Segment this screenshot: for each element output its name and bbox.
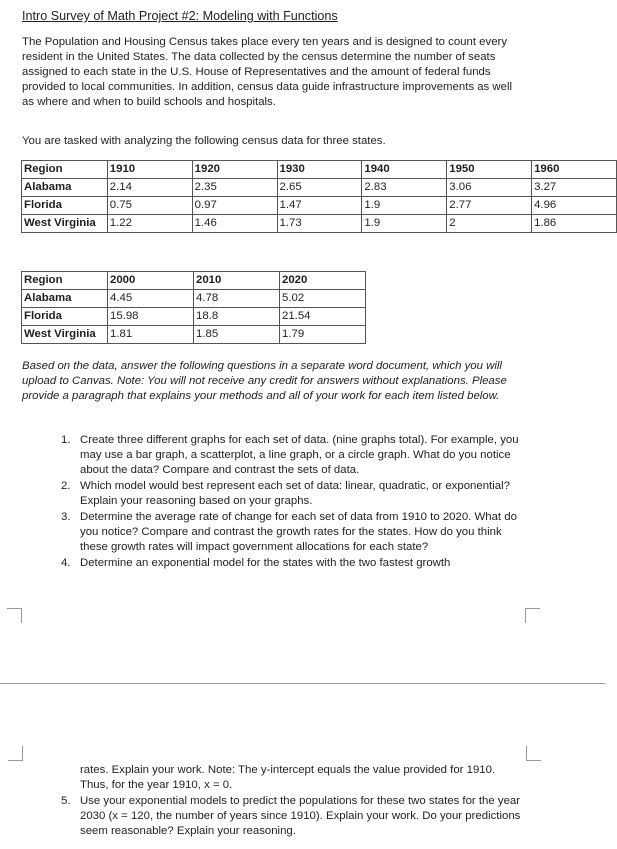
question-text: Use your exponential models to predict the populations for these two states for the year 2030 (x = 120, the number of years since 1910). Explain your work. Do your predictions seem reasonable? Explain your reasoning.: [80, 795, 521, 837]
question-item: [80, 763, 526, 793]
row-label-cell: Florida: [22, 308, 108, 326]
table-cell: 1.9: [362, 215, 447, 233]
table-cell: 3.06: [447, 179, 532, 197]
row-label-cell: Alabama: [22, 290, 108, 308]
table-cell: 2: [447, 215, 532, 233]
intro-paragraph: The Population and Housing Census takes place every ten years and is designed to count every resident in the United States. The data collected by the census determine the number of seats assigned to each state in the U.S. House of Representatives and the amount of federal funds provided to local communities. In addition, census data guide infrastructure improvements as well as where and when to build schools and hospitals.: [22, 36, 513, 108]
task-line: You are tasked with analyzing the following census data for three states.: [22, 135, 386, 147]
table-cell: 1.22: [107, 215, 192, 233]
question-text: Determine an exponential model for the states with the two fastest growth: [80, 557, 451, 569]
table-row: [22, 179, 617, 197]
table-row: [22, 290, 366, 308]
table-cell: 1.86: [532, 215, 617, 233]
instructions-paragraph: Based on the data, answer the following questions in a separate word document, which you will upload to Canvas. Note: You will not receive any credit for answers without explanations. Please provide a paragraph that explains your methods and all of your work for each item listed below.: [22, 360, 507, 402]
column-header-region: Region: [22, 272, 108, 290]
table-header-row: [22, 161, 617, 179]
question-text: Determine the average rate of change for each set of data from 1910 to 2020. What do you notice? Compare and contrast the growth rates for the states. How do you think these growth rates will impact government allocations for each state?: [80, 511, 517, 553]
table-cell: 1.46: [192, 215, 277, 233]
question-number: 2.: [61, 480, 71, 492]
question-text: rates. Explain your work. Note: The y-intercept equals the value provided for 1910. Thus, for the year 1910, x = 0.: [80, 764, 496, 791]
table-row: [22, 308, 366, 326]
table-cell: 1.9: [362, 197, 447, 215]
table-cell: 2.35: [192, 179, 277, 197]
row-label-cell: West Virginia: [22, 215, 108, 233]
question-number: 5.: [61, 795, 71, 807]
question-item: [61, 433, 526, 478]
table-cell: 1.79: [280, 326, 366, 344]
questions-list: [61, 433, 526, 572]
table-cell: 0.97: [192, 197, 277, 215]
column-header-year: 2010: [194, 272, 280, 290]
page-corner-mark: [7, 608, 22, 623]
table-header-row: [22, 272, 366, 290]
column-header-year: 1940: [362, 161, 447, 179]
question-number: 1.: [61, 434, 71, 446]
table-cell: 1.73: [277, 215, 362, 233]
table-cell: 2.14: [107, 179, 192, 197]
table-row: [22, 197, 617, 215]
census-table-2000-2020: [21, 271, 366, 344]
column-header-year: 1930: [277, 161, 362, 179]
table-cell: 2.65: [277, 179, 362, 197]
table-cell: 3.27: [532, 179, 617, 197]
question-item: [61, 510, 526, 555]
table-cell: 21.54: [280, 308, 366, 326]
page-corner-mark: [525, 608, 540, 623]
column-header-year: 1920: [192, 161, 277, 179]
table-cell: 5.02: [280, 290, 366, 308]
column-header-year: 1910: [107, 161, 192, 179]
questions-list-continued: [61, 763, 526, 840]
table-cell: 4.78: [194, 290, 280, 308]
row-label-cell: Florida: [22, 197, 108, 215]
column-header-year: 2020: [280, 272, 366, 290]
page-corner-mark: [8, 746, 23, 761]
row-label-cell: West Virginia: [22, 326, 108, 344]
column-header-region: Region: [22, 161, 108, 179]
table-cell: 4.45: [108, 290, 194, 308]
census-table-1910-1960: [21, 160, 617, 233]
row-label-cell: Alabama: [22, 179, 108, 197]
question-item: [61, 794, 526, 839]
table-cell: 18.8: [194, 308, 280, 326]
question-text: Which model would best represent each set of data: linear, quadratic, or exponential? Explain your reasoning based on your graphs.: [80, 480, 510, 507]
question-number: 4.: [61, 557, 71, 569]
question-item: [61, 479, 526, 509]
table-cell: 1.47: [277, 197, 362, 215]
table-row: [22, 326, 366, 344]
question-item: [61, 556, 526, 571]
column-header-year: 1950: [447, 161, 532, 179]
table-cell: 2.83: [362, 179, 447, 197]
column-header-year: 1960: [532, 161, 617, 179]
column-header-year: 2000: [108, 272, 194, 290]
document-title: Intro Survey of Math Project #2: Modeling with Functions: [22, 9, 338, 23]
page-break-divider: [0, 683, 605, 684]
page-corner-mark: [526, 746, 541, 761]
table-row: [22, 215, 617, 233]
table-cell: 1.81: [108, 326, 194, 344]
table-cell: 4.96: [532, 197, 617, 215]
table-cell: 1.85: [194, 326, 280, 344]
question-text: Create three different graphs for each set of data. (nine graphs total). For example, you may use a bar graph, a scatterplot, a line graph, or a circle graph. What do you notice about the data? Compare and contrast the sets of data.: [80, 434, 519, 476]
question-number: 3.: [61, 511, 71, 523]
table-cell: 0.75: [107, 197, 192, 215]
table-cell: 15.98: [108, 308, 194, 326]
table-cell: 2.77: [447, 197, 532, 215]
